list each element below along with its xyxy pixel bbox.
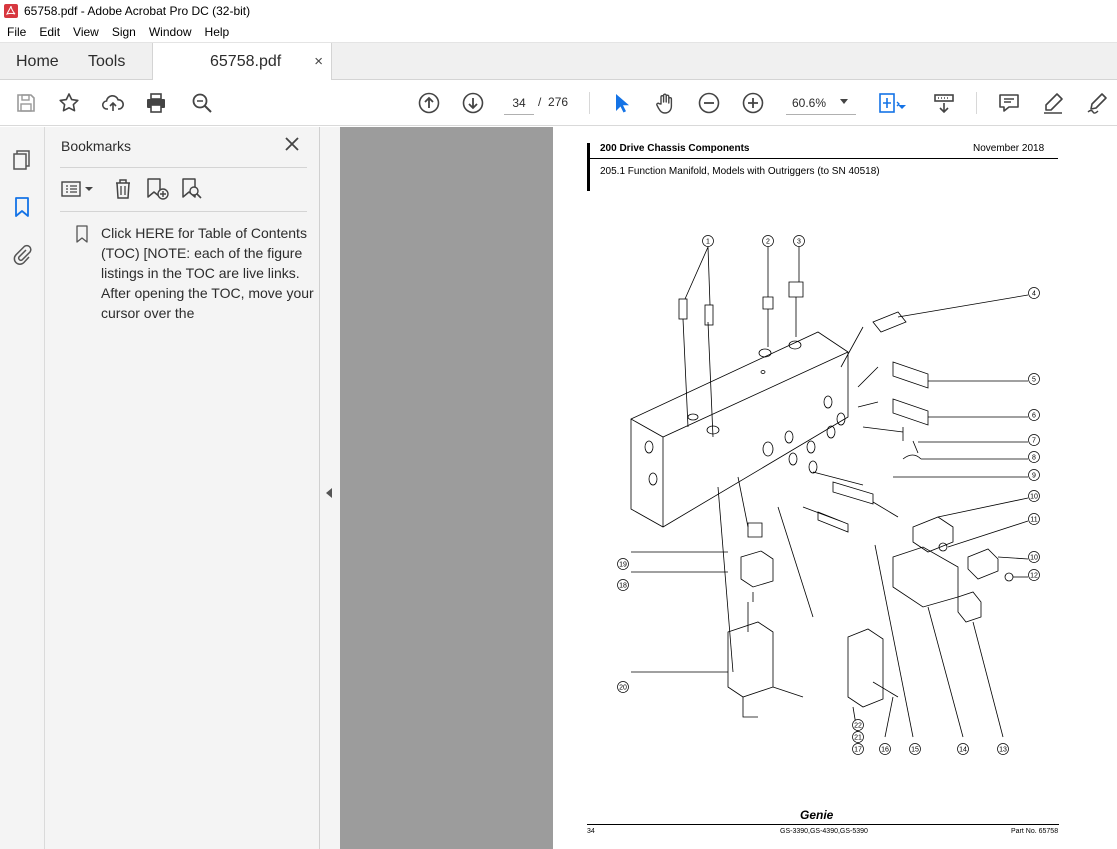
callout-19 [618,559,629,570]
svg-text:21: 21 [854,734,862,742]
callout-8 [1029,452,1040,463]
svg-text:12: 12 [1030,572,1038,580]
left-navigation-rail [0,127,45,849]
callout-17 [853,744,864,755]
callout-15 [910,744,921,755]
svg-text:13: 13 [999,746,1007,754]
tab-document-label: 65758.pdf [210,53,282,70]
print-icon[interactable] [144,91,168,115]
bookmarks-panel [45,127,320,849]
tab-home[interactable]: Home [16,52,59,70]
callout-10a [1029,491,1040,502]
svg-text:14: 14 [959,746,967,754]
callout-21 [853,732,864,743]
new-bookmark-icon[interactable] [145,177,171,201]
svg-text:6: 6 [1032,412,1036,420]
zoom-dropdown-caret-icon[interactable] [840,99,848,104]
attachments-icon[interactable] [11,243,33,265]
page-count: 276 [548,95,569,109]
callout-labels [618,236,1040,755]
zoom-level-input[interactable]: 60.6% [786,91,856,115]
close-panel-icon[interactable] [283,135,301,153]
svg-text:18: 18 [619,582,627,590]
upload-cloud-icon[interactable] [101,91,125,115]
bookmarks-panel-icon[interactable] [11,196,33,218]
callout-14 [958,744,969,755]
subsection-title: 205.1 Function Manifold, Models with Outriggers (to SN 40518) [600,166,880,177]
page-thumbnails-icon[interactable] [11,149,33,171]
close-tab-icon[interactable]: × [314,53,323,70]
svg-text:8: 8 [1032,454,1036,462]
svg-text:2: 2 [766,238,770,246]
manifold-exploded-diagram [613,227,1083,767]
callout-10b [1029,552,1040,563]
menu-file[interactable]: File [7,25,27,39]
page-total [538,95,568,109]
callout-22 [853,720,864,731]
panel-divider-2 [60,211,307,212]
callout-7 [1029,435,1040,446]
callout-11 [1029,514,1040,525]
page-number-input[interactable]: 34 [504,91,534,115]
highlight-pen-icon[interactable] [1041,91,1065,115]
document-viewer[interactable] [340,127,1117,849]
callout-12 [1029,570,1040,581]
tab-tools[interactable]: Tools [88,52,126,70]
toolbar-divider [589,92,590,114]
svg-text:11: 11 [1030,516,1038,524]
sign-icon[interactable] [1085,91,1109,115]
callout-6 [1029,410,1040,421]
pdf-page [553,127,1117,849]
svg-text:19: 19 [619,561,627,569]
previous-page-icon[interactable] [417,91,441,115]
footer-models: GS-3390,GS-4390,GS-5390 [780,828,868,835]
page-sep: / [538,95,542,109]
acrobat-icon [4,4,18,18]
callout-5 [1029,374,1040,385]
bookmark-flag-icon [75,225,89,243]
next-page-icon[interactable] [461,91,485,115]
collapse-arrow-icon [326,488,332,498]
scroll-mode-icon[interactable] [932,91,956,115]
menu-window[interactable]: Window [148,25,192,39]
footer-part-number: Part No. 65758 [1011,828,1059,835]
zoom-out-icon[interactable] [697,91,721,115]
svg-text:7: 7 [1032,437,1036,445]
svg-text:5: 5 [1032,376,1036,384]
svg-text:22: 22 [854,722,862,730]
callout-4 [1029,288,1040,299]
svg-text:15: 15 [911,746,919,754]
menu-view[interactable]: View [73,25,99,39]
svg-text:3: 3 [797,238,801,246]
footer-line [587,824,1059,825]
header-line [590,158,1058,159]
save-icon[interactable] [14,91,38,115]
menu-help[interactable]: Help [204,25,230,39]
svg-text:4: 4 [1032,290,1036,298]
bookmark-item-label: Click HERE for Table of Contents (TOC) [NOTE: each of the figure listings in the TOC are live links. After opening the TOC, move your cursor over the [101,225,314,321]
delete-bookmark-icon[interactable] [111,177,137,201]
callout-13 [998,744,1009,755]
window-title: 65758.pdf - Adobe Acrobat Pro DC (32-bit) [24,4,251,18]
callout-2 [763,236,774,247]
zoom-in-icon[interactable] [741,91,765,115]
svg-text:9: 9 [1032,472,1036,480]
svg-text:10: 10 [1030,554,1038,562]
svg-text:1: 1 [706,238,710,246]
panel-collapse-handle[interactable] [320,127,340,849]
toolbar-divider-2 [976,92,977,114]
callout-16 [880,744,891,755]
menu-bar [0,22,1117,43]
select-cursor-icon[interactable] [609,91,633,115]
section-title: 200 Drive Chassis Components [600,143,750,154]
callout-18 [618,580,629,591]
svg-text:16: 16 [881,746,889,754]
hand-tool-icon[interactable] [653,91,677,115]
callout-3 [794,236,805,247]
panel-divider [60,167,307,168]
callout-9 [1029,470,1040,481]
comment-icon[interactable] [997,91,1021,115]
fit-dropdown-caret-icon[interactable] [897,99,907,109]
zoom-search-icon[interactable] [190,91,214,115]
title-bar [0,0,1117,22]
document-date: November 2018 [973,143,1045,154]
svg-text:20: 20 [619,684,627,692]
toolbar [0,80,1117,126]
tab-bar [0,43,1117,80]
bookmark-options-icon[interactable] [61,177,97,201]
callout-1 [703,236,714,247]
callout-20 [618,682,629,693]
genie-logo: Genie [800,808,834,822]
menu-edit[interactable]: Edit [39,25,61,39]
svg-text:17: 17 [854,746,862,754]
find-bookmark-icon[interactable] [180,177,206,201]
header-rule [587,143,590,191]
bookmarks-title: Bookmarks [61,138,132,154]
tab-document[interactable] [152,43,332,81]
menu-sign[interactable]: Sign [111,25,136,39]
svg-text:10: 10 [1030,493,1038,501]
footer-page-number: 34 [587,828,595,835]
star-icon[interactable] [57,91,81,115]
